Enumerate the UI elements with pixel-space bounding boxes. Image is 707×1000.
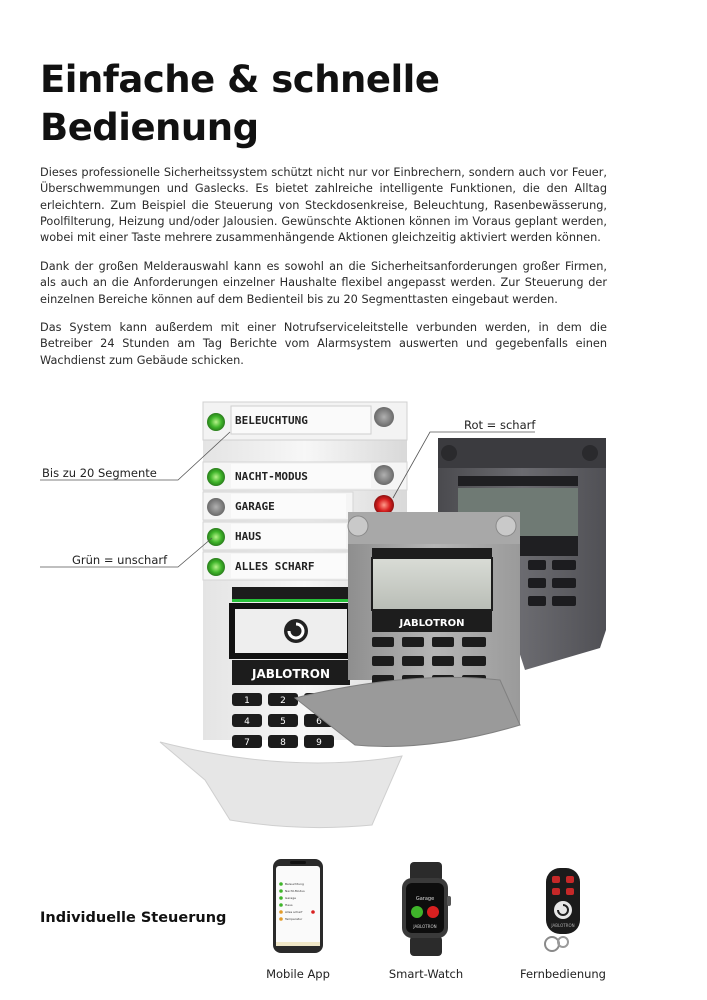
svg-text:Nacht-Modus: Nacht-Modus (285, 889, 305, 893)
svg-text:4: 4 (244, 717, 250, 727)
segment-led-off (374, 465, 394, 485)
segment-led-green (207, 413, 225, 431)
page-title (40, 56, 439, 152)
segment-led-off (207, 498, 225, 516)
device-label-smart-watch: Smart-Watch (388, 967, 464, 981)
callout-red-armed: Rot = scharf (464, 418, 536, 432)
segment-label-1: BELEUCHTUNG (235, 414, 308, 427)
segment-led-green (207, 528, 225, 546)
svg-text:Alles scharf: Alles scharf (285, 910, 303, 914)
svg-text:Beleuchtung: Beleuchtung (285, 882, 304, 886)
svg-text:6: 6 (316, 717, 322, 727)
segment-label-5: ALLES SCHARF (235, 560, 315, 573)
segment-label-4: HAUS (235, 530, 262, 543)
paragraph-intro: Dieses professionelle Sicherheitssystem schützt nicht nur vor Einbrechern, sondern auch vor Feuer, Überschwemmungen und Gaslecks. Es bietet zahlreiche intelligente Funktionen, die den Alltag erleichtern. Zum Beispiel die Steuerung von Steckdosenkreise, Beleuchtung, Rasenbewässerung, Poolfilterung, Heizung und/oder Jalousien. Gewünschte Aktionen können im Voraus geplant werden, wobei mit einer Taste mehrere zusammenhängende Aktionen gleichzeitig aktiviert werden können. (40, 166, 607, 245)
svg-text:Garage: Garage (285, 896, 296, 900)
paragraph-monitoring: Das System kann außerdem mit einer Notrufserviceleitstelle verbunden werden, in dem die Betreiber 24 Stunden am Tag Berichte vom Alarmsystem auswerten und gegebenfalls einen Wachdienst zum Gebäude schicken. (40, 321, 607, 367)
svg-text:JABLOTRON: JABLOTRON (551, 923, 575, 928)
svg-text:Garage: Garage (415, 896, 435, 902)
svg-text:8: 8 (280, 738, 286, 748)
smartphone-icon (272, 858, 324, 954)
callout-green-disarmed: Grün = unscharf (72, 553, 168, 567)
keypad-product-image (0, 380, 707, 860)
svg-text:7: 7 (244, 738, 250, 748)
remote-control-icon (540, 866, 586, 958)
svg-text:5: 5 (280, 717, 286, 727)
svg-text:1: 1 (244, 696, 250, 706)
section-title: Individuelle Steuerung (40, 910, 227, 926)
segment-led-green (207, 558, 225, 576)
device-label-remote: Fernbedienung (520, 967, 606, 981)
svg-text:Temperatur: Temperatur (285, 917, 303, 921)
segment-led-green (207, 468, 225, 486)
paragraph-detectors: Dank der großen Melderauswahl kann es sowohl an die Sicherheitsanforderungen großer Firmen, als auch an die Anforderungen einzelner Haushalte flexibel angepasst werden. Zur Steuerung der einzelnen Bereiche können auf dem Bedienteil bis zu 20 Segmenttasten eingebaut werden. (40, 260, 607, 306)
svg-text:9: 9 (316, 738, 322, 748)
segment-led-off (374, 407, 394, 427)
title-line-2: Bedienung (40, 106, 259, 149)
svg-text:2: 2 (280, 696, 286, 706)
segment-label-2: NACHT-MODUS (235, 470, 308, 483)
white-keypad-brand: JABLOTRON (252, 667, 330, 681)
segment-label-3: GARAGE (235, 500, 275, 513)
smartwatch-icon (400, 862, 452, 956)
callout-segments: Bis zu 20 Segmente (42, 466, 157, 480)
title-line-1: Einfache & schnelle (40, 58, 440, 101)
device-label-mobile-app: Mobile App (266, 967, 330, 981)
white-keypad-cover (160, 742, 402, 828)
svg-text:JABLOTRON: JABLOTRON (413, 924, 437, 929)
svg-text:Haus: Haus (285, 903, 293, 907)
grey-keypad-brand: JABLOTRON (399, 618, 465, 629)
